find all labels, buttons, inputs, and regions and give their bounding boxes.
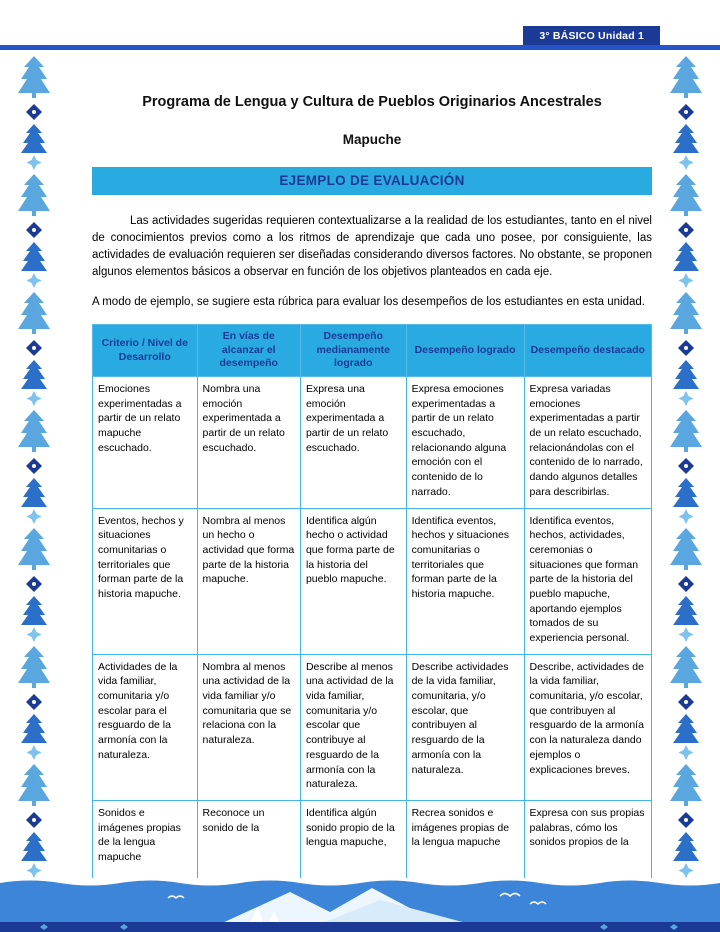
evaluation-rubric-table [92,324,652,878]
table-row [93,654,652,800]
rubric-note-paragraph: A modo de ejemplo, se sugiere esta rúbrica para evaluar los desempeños de los estudiantes en esta unidad. [92,296,645,309]
left-ornament-border [16,54,52,880]
section-banner: EJEMPLO DE EVALUACIÓN [92,167,652,195]
table-row [93,377,652,509]
table-cell: Expresa con sus propias palabras, cómo los sonidos propios de la [524,800,651,878]
table-cell: Nombra una emoción experimentada a partir de un relato escuchado. [197,377,300,509]
program-title: Programa de Lengua y Cultura de Pueblos Originarios Ancestrales [142,94,602,110]
column-header-destacado: Desempeño destacado [524,325,651,377]
column-header-logrado: Desempeño logrado [406,325,524,377]
language-subtitle: Mapuche [342,132,402,147]
table-cell: Sonidos e imágenes propias de la lengua mapuche [93,800,198,878]
table-cell: Identifica algún hecho o actividad que forma parte de la historia del pueblo mapuche. [300,508,406,654]
table-row [93,800,652,878]
unit-badge: 3° BÁSICO Unidad 1 [523,26,660,45]
table-cell: Describe al menos una actividad de la vida familiar, comunitaria y/o escolar que contribuye al resguardo de la armonía con la naturaleza. [300,654,406,800]
table-row [93,508,652,654]
table-cell: Describe, actividades de la vida familiar, comunitaria, y/o escolar, que contribuyen al resguardo de la armonía con la naturaleza dando ejemplos o explicaciones breves. [524,654,651,800]
footer-landscape [0,878,720,932]
table-cell: Reconoce un sonido de la [197,800,300,878]
content-area [92,94,652,878]
table-cell: Nombra al menos un hecho o actividad que forma parte de la historia mapuche. [197,508,300,654]
table-cell: Eventos, hechos y situaciones comunitarias o territoriales que forman parte de la historia mapuche. [93,508,198,654]
column-header-en-vias: En vías de alcanzar el desempeño [197,325,300,377]
table-cell: Expresa variadas emociones experimentadas a partir de un relato escuchado, relacionándolas con el contenido de lo narrado, dando algunos detalles para describirlas. [524,377,651,509]
table-cell: Emociones experimentadas a partir de un relato mapuche escuchado. [93,377,198,509]
table-cell: Actividades de la vida familiar, comunitaria y/o escolar para el resguardo de la armonía con la naturaleza. [93,654,198,800]
table-cell: Identifica algún sonido propio de la lengua mapuche, [300,800,406,878]
intro-paragraph: Las actividades sugeridas requieren contextualizarse a la realidad de los estudiantes, tanto en el nivel de conocimientos previos como a los ritmos de aprendizaje que cada uno posee, por consiguiente, las actividades de evaluación requieren ser diseñadas considerando diversos factores. No obstante, se proponen algunos elementos básicos a observar en función de los objetivos planteados en cada eje. [92,215,652,279]
table-cell: Nombra al menos una actividad de la vida familiar y/o comunitaria que se relaciona con la naturaleza. [197,654,300,800]
table-cell: Recrea sonidos e imágenes propias de la lengua mapuche [406,800,524,878]
column-header-criterio: Criterio / Nivel de Desarrollo [93,325,198,377]
table-cell: Describe actividades de la vida familiar, comunitaria, y/o escolar, que contribuyen al resguardo de la armonía con la naturaleza. [406,654,524,800]
column-header-medianamente: Desempeño medianamente logrado [300,325,406,377]
table-cell: Expresa emociones experimentadas a partir de un relato escuchado, relacionando alguna emoción con el contenido de lo narrado. [406,377,524,509]
top-rule [0,45,720,50]
table-cell: Expresa una emoción experimentada a partir de un relato escuchado. [300,377,406,509]
table-cell: Identifica eventos, hechos y situaciones comunitarias o territoriales que forman parte de la historia mapuche. [406,508,524,654]
table-header-row [93,325,652,377]
right-ornament-border [668,54,704,880]
table-cell: Identifica eventos, hechos, actividades, ceremonias o situaciones que forman parte de la historia del pueblo mapuche, aportando ejemplos tomados de su experiencia personal. [524,508,651,654]
